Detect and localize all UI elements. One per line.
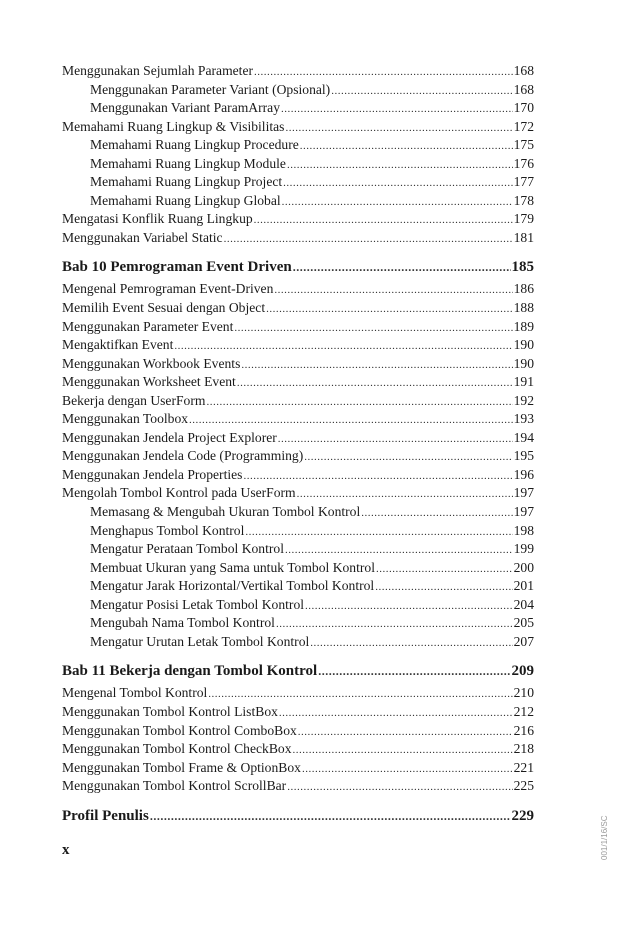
dot-leader (279, 704, 513, 723)
dot-leader (304, 448, 512, 467)
toc-entry-title: Menggunakan Jendela Code (Programming) (62, 448, 304, 464)
toc-entry-title: Menggunakan Toolbox (62, 411, 189, 427)
toc-entry (62, 596, 534, 615)
toc-entry-title: Menggunakan Jendela Properties (62, 466, 243, 482)
toc-entry (62, 392, 534, 411)
section-gap (62, 247, 534, 257)
toc-entry-title: Mengenal Pemrograman Event-Driven (62, 281, 274, 297)
toc-entry-title: Menggunakan Tombol Kontrol CheckBox (62, 741, 292, 757)
page-number: x (62, 842, 70, 858)
toc-entry-title: Mengenal Tombol Kontrol (62, 685, 208, 701)
toc-entry-page: 201 (513, 578, 534, 594)
toc-entry-page: 190 (513, 337, 534, 353)
toc-entry-title: Menghapus Tombol Kontrol (90, 522, 245, 538)
toc-entry (62, 722, 534, 741)
toc-entry-title: Bab 10 Pemrograman Event Driven (62, 259, 292, 276)
dot-leader (285, 541, 513, 560)
toc-entry (62, 373, 534, 392)
toc-entry (62, 759, 534, 778)
toc-entry (62, 229, 534, 248)
toc-entry (62, 614, 534, 633)
toc-entry-page: 196 (513, 466, 534, 482)
toc-entry-title: Bekerja dengan UserForm (62, 392, 206, 408)
dot-leader (305, 597, 513, 616)
toc-entry-page: 170 (513, 100, 534, 116)
dot-leader (266, 300, 513, 319)
toc-entry-title: Mengubah Nama Tombol Kontrol (90, 615, 275, 631)
dot-leader (285, 119, 512, 138)
print-code: 001/1/16/SC (600, 815, 609, 860)
toc-entry-title: Memahami Ruang Lingkup Project (90, 174, 283, 190)
toc-entry-page: 186 (513, 281, 534, 297)
toc-chapter-entry (62, 257, 534, 278)
dot-leader (245, 523, 512, 542)
dot-leader (331, 82, 512, 101)
toc-entry (62, 633, 534, 652)
toc-entry-page: 205 (513, 615, 534, 631)
dot-leader (234, 319, 512, 338)
table-of-contents (62, 62, 534, 829)
toc-entry-page: 210 (513, 685, 534, 701)
toc-entry-page: 200 (513, 559, 534, 575)
toc-entry-page: 212 (513, 703, 534, 719)
toc-entry-page: 192 (513, 392, 534, 408)
toc-entry-page: 216 (513, 722, 534, 738)
dot-leader (208, 685, 512, 704)
dot-leader (282, 193, 513, 212)
dot-leader (302, 760, 513, 779)
toc-entry-page: 191 (513, 374, 534, 390)
dot-leader (287, 156, 513, 175)
toc-entry (62, 299, 534, 318)
dot-leader (174, 337, 512, 356)
toc-entry (62, 540, 534, 559)
toc-entry-page: 172 (513, 118, 534, 134)
section-gap (62, 796, 534, 806)
toc-entry-page: 229 (511, 807, 534, 824)
dot-leader (283, 174, 512, 193)
toc-entry (62, 62, 534, 81)
dot-leader (237, 374, 513, 393)
toc-entry-page: 218 (513, 741, 534, 757)
toc-entry-page: 199 (513, 541, 534, 557)
dot-leader (254, 63, 513, 82)
toc-entry-page: 179 (513, 211, 534, 227)
toc-entry-title: Menggunakan Jendela Project Explorer (62, 429, 277, 445)
toc-entry (62, 684, 534, 703)
toc-entry-title: Menggunakan Tombol Kontrol ComboBox (62, 722, 297, 738)
toc-entry (62, 355, 534, 374)
toc-entry-page: 177 (513, 174, 534, 190)
toc-entry-title: Mengatasi Konflik Ruang Lingkup (62, 211, 253, 227)
toc-entry-page: 197 (513, 504, 534, 520)
toc-entry-title: Memilih Event Sesuai dengan Object (62, 300, 266, 316)
dot-leader (376, 560, 513, 579)
dot-leader (189, 411, 513, 430)
toc-entry (62, 484, 534, 503)
toc-entry-title: Mengaktifkan Event (62, 337, 174, 353)
toc-entry (62, 192, 534, 211)
toc-entry (62, 280, 534, 299)
dot-leader (224, 230, 513, 249)
toc-entry (62, 522, 534, 541)
toc-entry-title: Menggunakan Variabel Static (62, 229, 223, 245)
toc-entry-title: Mengatur Jarak Horizontal/Vertikal Tombol Kontrol (90, 578, 375, 594)
toc-entry-page: 193 (513, 411, 534, 427)
dot-leader (278, 430, 513, 449)
toc-entry-page: 189 (513, 318, 534, 334)
toc-entry (62, 559, 534, 578)
toc-entry-title: Memasang & Mengubah Ukuran Tombol Kontrol (90, 504, 361, 520)
dot-leader (361, 504, 512, 523)
dot-leader (297, 485, 513, 504)
toc-entry (62, 81, 534, 100)
toc-entry-title: Mengolah Tombol Kontrol pada UserForm (62, 485, 296, 501)
toc-entry-title: Menggunakan Worksheet Event (62, 374, 236, 390)
toc-entry (62, 466, 534, 485)
toc-entry-page: 198 (513, 522, 534, 538)
toc-entry-title: Mengatur Posisi Letak Tombol Kontrol (90, 596, 305, 612)
toc-entry-title: Menggunakan Tombol Frame & OptionBox (62, 759, 301, 775)
toc-entry-title: Menggunakan Tombol Kontrol ScrollBar (62, 778, 287, 794)
toc-entry (62, 429, 534, 448)
toc-entry-page: 181 (513, 229, 534, 245)
section-gap (62, 827, 534, 829)
toc-entry-title: Menggunakan Sejumlah Parameter (62, 63, 254, 78)
toc-entry-page: 168 (513, 63, 534, 78)
dot-leader (150, 806, 511, 827)
dot-leader (243, 467, 512, 486)
dot-leader (254, 211, 513, 230)
toc-entry-title: Menggunakan Tombol Kontrol ListBox (62, 703, 278, 719)
toc-entry-page: 178 (513, 192, 534, 208)
dot-leader (293, 741, 513, 760)
toc-entry (62, 577, 534, 596)
toc-entry-title: Mengatur Urutan Letak Tombol Kontrol (90, 633, 310, 649)
toc-entry-title: Menggunakan Workbook Events (62, 355, 241, 371)
toc-entry-title: Memahami Ruang Lingkup Global (90, 192, 281, 208)
toc-entry (62, 136, 534, 155)
toc-entry-page: 221 (513, 759, 534, 775)
dot-leader (318, 661, 510, 682)
toc-entry-page: 168 (513, 81, 534, 97)
dot-leader (281, 100, 513, 119)
toc-entry-title: Memahami Ruang Lingkup Module (90, 155, 286, 171)
section-gap (62, 651, 534, 661)
dot-leader (310, 634, 512, 653)
toc-entry (62, 447, 534, 466)
toc-entry-page: 185 (511, 259, 534, 276)
toc-entry-page: 175 (513, 137, 534, 153)
toc-entry-page: 176 (513, 155, 534, 171)
toc-entry (62, 777, 534, 796)
dot-leader (300, 137, 513, 156)
toc-entry-title: Menggunakan Parameter Event (62, 318, 234, 334)
dot-leader (287, 778, 512, 797)
toc-entry (62, 99, 534, 118)
toc-entry-title: Mengatur Perataan Tombol Kontrol (90, 541, 284, 557)
toc-entry (62, 318, 534, 337)
toc-entry-page: 207 (513, 633, 534, 649)
toc-entry (62, 410, 534, 429)
toc-entry-title: Bab 11 Bekerja dengan Tombol Kontrol (62, 663, 318, 680)
toc-entry-page: 195 (513, 448, 534, 464)
toc-entry (62, 173, 534, 192)
toc-entry-title: Membuat Ukuran yang Sama untuk Tombol Kontrol (90, 559, 375, 575)
toc-entry-title: Memahami Ruang Lingkup Procedure (90, 137, 299, 153)
dot-leader (276, 615, 513, 634)
toc-entry (62, 336, 534, 355)
toc-entry (62, 740, 534, 759)
dot-leader (241, 356, 512, 375)
toc-entry-page: 188 (513, 300, 534, 316)
dot-leader (206, 393, 512, 412)
toc-entry-page: 204 (513, 596, 534, 612)
toc-chapter-entry (62, 661, 534, 682)
toc-entry-page: 225 (513, 778, 534, 794)
toc-entry-page: 197 (513, 485, 534, 501)
toc-entry-title: Menggunakan Parameter Variant (Opsional) (90, 81, 331, 97)
toc-entry-title: Profil Penulis (62, 807, 149, 824)
toc-chapter-entry (62, 806, 534, 827)
dot-leader (274, 281, 512, 300)
toc-entry (62, 118, 534, 137)
toc-entry (62, 503, 534, 522)
toc-entry-page: 194 (513, 429, 534, 445)
dot-leader (298, 723, 513, 742)
toc-entry-title: Menggunakan Variant ParamArray (90, 100, 280, 116)
toc-entry-title: Memahami Ruang Lingkup & Visibilitas (62, 118, 285, 134)
dot-leader (293, 257, 511, 278)
toc-entry-page: 209 (511, 663, 534, 680)
toc-entry (62, 155, 534, 174)
toc-entry (62, 210, 534, 229)
dot-leader (375, 578, 512, 597)
toc-entry-page: 190 (513, 355, 534, 371)
toc-entry (62, 703, 534, 722)
